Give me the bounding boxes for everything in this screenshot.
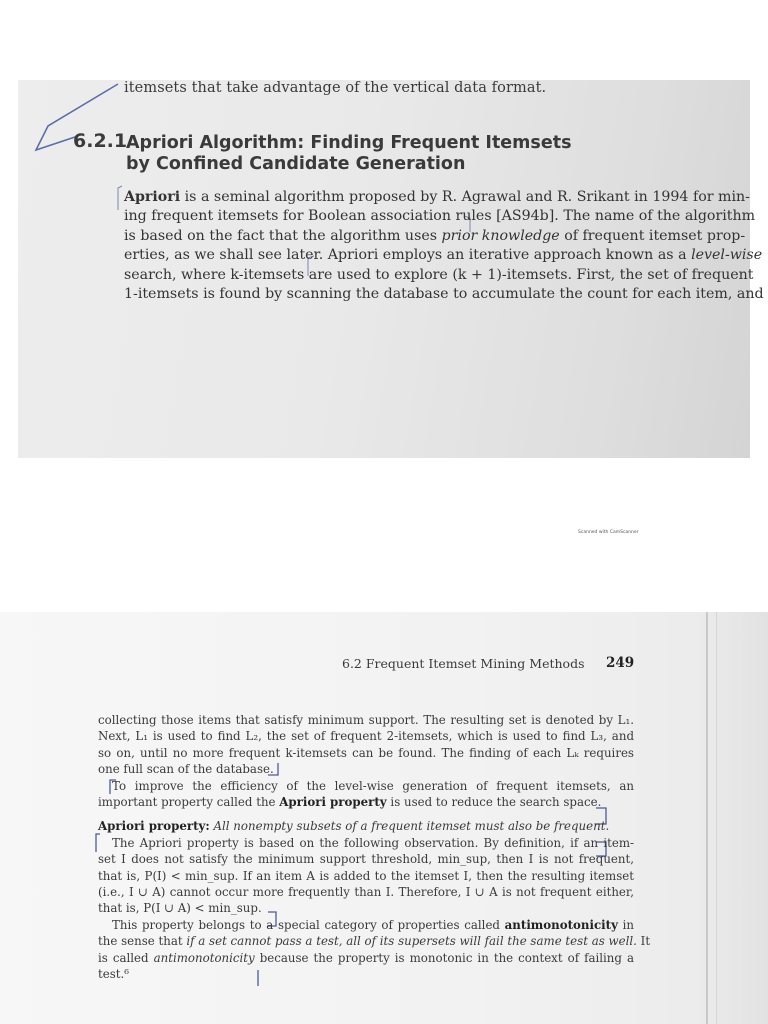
text-line: is based on the fact that the algorithm uses prior knowledge of frequent itemset prop-	[124, 227, 746, 244]
previous-text-line: itemsets that take advantage of the vertical data format.	[124, 80, 547, 96]
body-paragraph	[124, 188, 764, 304]
text-line: the sense that if a set cannot pass a test, all of its supersets will fail the same test as well. It	[98, 934, 651, 949]
text-line: important property called the Apriori property is used to reduce the search space.	[98, 795, 602, 810]
property-statement: Apriori property: All nonempty subsets of a frequent itemset must also be frequent.	[98, 819, 610, 834]
text-line: ing frequent itemsets for Boolean association rules [AS94b]. The name of the algorithm	[124, 208, 756, 225]
body-text	[98, 712, 651, 983]
page-number: 249	[606, 655, 635, 671]
text-line: test.⁶	[98, 967, 129, 982]
text-line: The Apriori property is based on the following observation. By definition, if an item-	[112, 835, 634, 850]
text-line: so on, until no more frequent k-itemsets can be found. The finding of each Lₖ requires	[98, 745, 634, 760]
bracket-mark	[118, 186, 122, 210]
text-line: Next, L₁ is used to find L₂, the set of frequent 2-itemsets, which is used to find L₃, and	[98, 729, 634, 744]
section-title-line-2: by Confined Candidate Generation	[126, 154, 466, 174]
text-line: (i.e., I ∪ A) cannot occur more frequently than I. Therefore, I ∪ A is not frequent either,	[98, 885, 634, 900]
text-line: erties, as we shall see later. Apriori employs an iterative approach known as a level-wise	[124, 247, 763, 264]
scanned-page-top	[18, 80, 764, 458]
scanner-watermark: Scanned with CamScanner	[578, 530, 639, 535]
running-head: 6.2 Frequent Itemset Mining Methods	[342, 656, 585, 671]
text-line: This property belongs to a special category of properties called antimonotonicity in	[112, 917, 634, 932]
text-line: search, where k-itemsets are used to explore (k + 1)-itemsets. First, the set of frequent	[124, 266, 754, 283]
text-line: set I does not satisfy the minimum support threshold, min_sup, then I is not frequent,	[98, 852, 634, 867]
scanned-page-bottom	[0, 612, 768, 1024]
text-line: one full scan of the database.	[98, 762, 274, 777]
section-title-line-1: Apriori Algorithm: Finding Frequent Itemsets	[126, 133, 572, 153]
text-line: collecting those items that satisfy minimum support. The resulting set is denoted by L₁.	[98, 713, 634, 727]
text-line: that is, P(I ∪ A) < min_sup.	[98, 901, 262, 916]
text-line: To improve the efficiency of the level-wise generation of frequent itemsets, an	[112, 778, 634, 793]
text-line: 1-itemsets is found by scanning the database to accumulate the count for each item, and	[124, 286, 764, 303]
text-line: that is, P(I) < min_sup. If an item A is added to the itemset I, then the resulting itemset	[98, 868, 634, 883]
section-number: 6.2.1	[73, 130, 128, 152]
text-line: is called antimonotonicity because the property is monotonic in the context of failing a	[98, 950, 634, 965]
text-line: Apriori is a seminal algorithm proposed by R. Agrawal and R. Srikant in 1994 for min-	[124, 189, 750, 205]
